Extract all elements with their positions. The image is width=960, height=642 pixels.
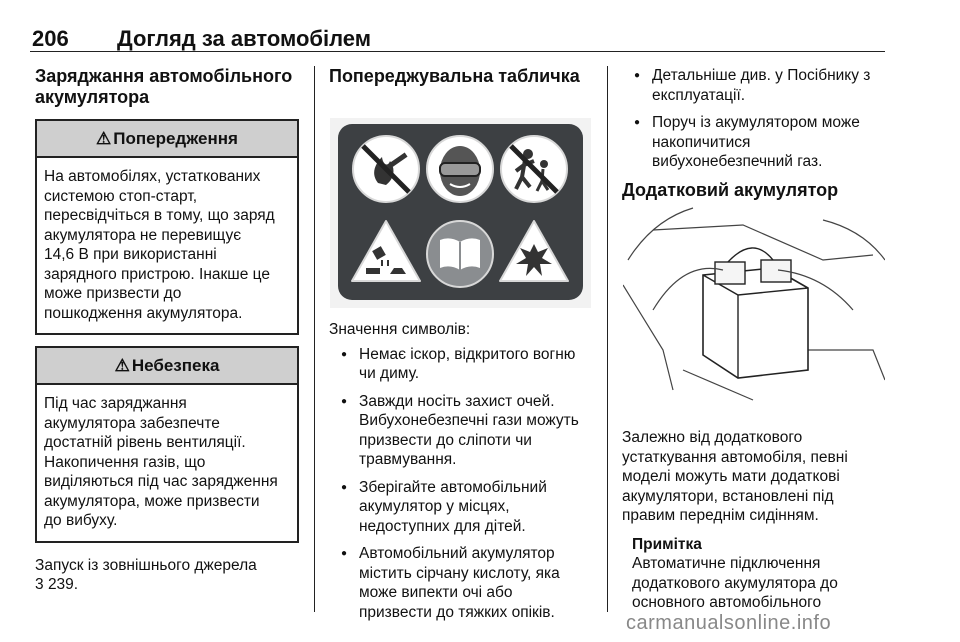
danger-text: Під час заряджання акумулятора забезпечте достатній рівень вентиляції. Накопичення газів, що виділяються під час зарядження акумулятора, може призвести до вибуху. <box>44 395 278 529</box>
warning-triangle-icon: ⚠ <box>96 128 112 148</box>
column-3-text <box>622 428 890 613</box>
column-divider-1 <box>314 66 315 612</box>
column-2-text <box>329 320 604 630</box>
column-3 <box>622 66 890 201</box>
page-number: 206 <box>32 26 69 51</box>
danger-triangle-icon: ⚠ <box>114 355 130 375</box>
symbols-list <box>329 345 604 623</box>
keep-children-away-icon <box>501 136 567 202</box>
list-item: ● Завжди носіть захист очей. Вибухонебезпечні гази можуть призвести до сліпоти чи травмування. <box>329 392 604 470</box>
warning-label: Попередження <box>113 128 238 148</box>
reference-arrow-icon: 3 <box>35 576 44 593</box>
list-item: ● Детальніше див. у Посібнику з експлуатації. <box>622 66 890 105</box>
eye-protection-icon <box>427 136 493 202</box>
danger-label: Небезпека <box>131 355 220 375</box>
section-heading-warning-label: Попереджувальна табличка <box>329 66 580 86</box>
warning-sign-plate <box>338 124 583 300</box>
watermark: carmanualsonline.info <box>626 612 832 634</box>
explosive-gas-icon <box>500 221 568 281</box>
continued-list <box>622 66 890 172</box>
page-ref-link[interactable]: 3 239. <box>35 576 79 593</box>
list-item: ● Немає іскор, відкритого вогню чи диму. <box>329 345 604 384</box>
list-item: ● Поруч із акумулятором може накопичитися вибухонебезпечний газ. <box>622 113 890 172</box>
section-heading-battery-charging: Заряджання автомобільного акумулятора <box>35 66 293 107</box>
danger-box <box>35 346 299 543</box>
battery-warning-label-figure <box>330 118 591 308</box>
column-divider-2 <box>607 66 608 612</box>
symbols-intro: Значення символів: <box>329 321 471 338</box>
note-label: Примітка <box>632 535 702 553</box>
list-item: ● Зберігайте автомобільний акумулятор у місцях, недоступних для дітей. <box>329 478 604 537</box>
auxiliary-battery-illustration <box>623 200 885 408</box>
danger-box-header <box>37 348 297 385</box>
column-1 <box>35 66 299 595</box>
list-item: ● Автомобільний акумулятор містить сірчану кислоту, яка може випекти очі або призвести до тяжких опіків. <box>329 544 604 622</box>
corrosive-acid-icon <box>352 221 420 281</box>
warning-box-header <box>37 121 297 158</box>
jump-start-reference: Запуск із зовнішнього джерела 3 239. <box>35 556 257 593</box>
warning-symbols-svg <box>338 124 583 300</box>
auxiliary-battery-paragraph: Залежно від додаткового устаткування автомобіля, певні моделі можуть мати додаткові акумулятори, встановлені під правим переднім сидінням. <box>622 429 848 524</box>
battery-diagram-svg <box>623 200 885 408</box>
header-rule <box>30 51 885 52</box>
chapter-title: Догляд за автомобілем <box>117 26 372 51</box>
note-block <box>622 535 890 613</box>
column-2 <box>329 66 597 87</box>
warning-box <box>35 119 299 335</box>
section-heading-auxiliary-battery: Додатковий акумулятор <box>622 179 839 200</box>
read-manual-icon <box>427 221 493 287</box>
no-fire-icon <box>353 136 419 202</box>
note-text: Автоматичне підключення додаткового акумулятора до основного автомобільного <box>632 555 838 611</box>
warning-text: На автомобілях, устаткованих системою стоп-старт, пересвідчіться в тому, що заряд акумулятора не перевищує 14,6 В при використанні зарядного пристрою. Інакше це може призвести до пошкодження акумулятора. <box>44 168 275 322</box>
